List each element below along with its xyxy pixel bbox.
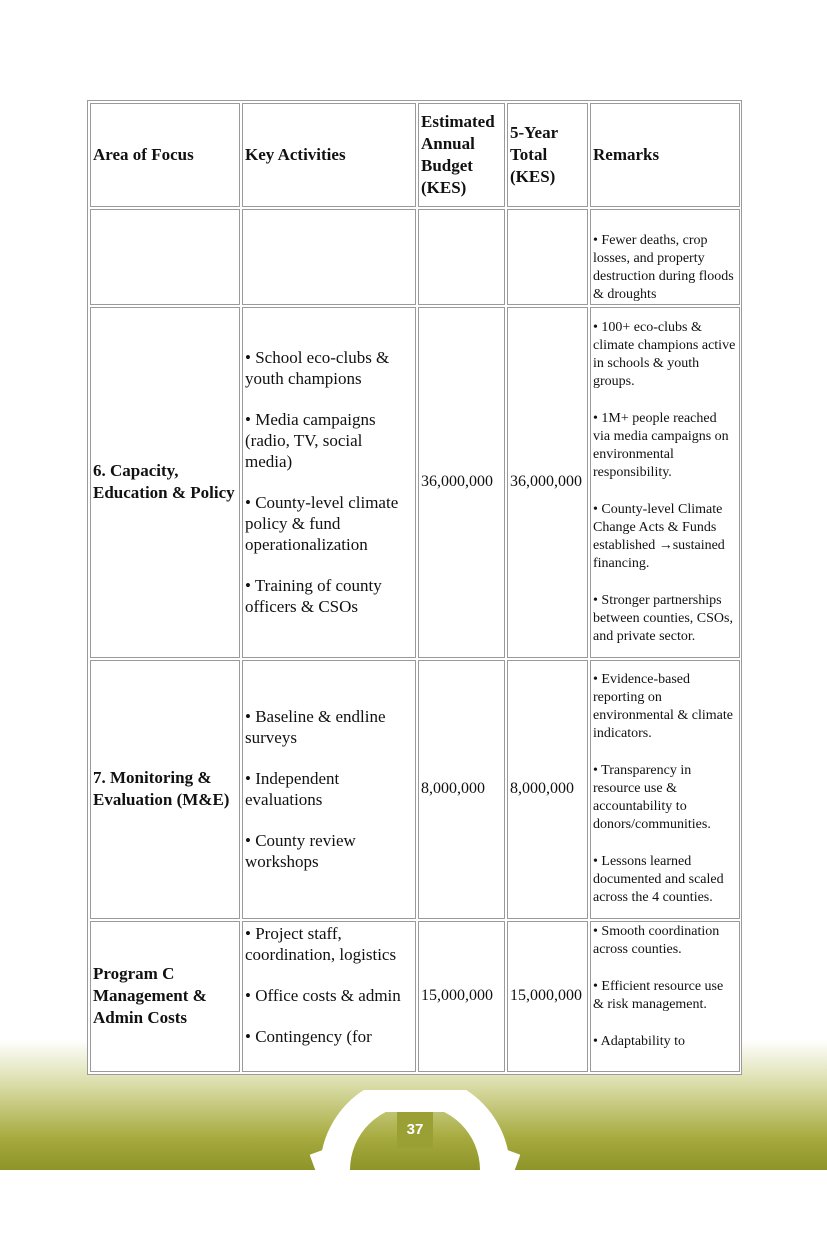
- table-row: [90, 921, 740, 1072]
- row-total: 36,000,000: [507, 307, 588, 658]
- row-area: Program C Management & Admin Costs: [90, 921, 240, 1072]
- row-total: 8,000,000: [507, 660, 588, 919]
- activity-item: • School eco-clubs & youth champions: [245, 348, 390, 389]
- row-activities: [242, 307, 416, 658]
- remark-item: • 100+ eco-clubs & climate champions active in schools & youth groups.: [593, 319, 736, 389]
- row-annual-budget: 8,000,000: [418, 660, 505, 919]
- row-activities: [242, 209, 416, 305]
- row-annual-budget: [418, 209, 505, 305]
- row-activities: [242, 921, 416, 1072]
- activity-item: • Project staff, coordination, logistics: [245, 923, 397, 964]
- row-remarks: [590, 660, 740, 919]
- header-key-activities: Key Activities: [242, 103, 416, 207]
- activity-item: • Independent evaluations: [245, 769, 340, 810]
- activity-item: • Training of county officers & CSOs: [245, 576, 382, 617]
- remark-item: • County-level Climate Change Acts & Funds established →sustained financing.: [593, 501, 725, 571]
- remark-item: • Adaptability to: [593, 1033, 686, 1049]
- header-annual-budget: Estimated Annual Budget (KES): [418, 103, 505, 207]
- budget-table: [88, 101, 742, 1074]
- row-total: [507, 209, 588, 305]
- table-row: [90, 307, 740, 658]
- row-remarks: [590, 921, 740, 1072]
- table-row: [90, 209, 740, 305]
- activity-item: • Office costs & admin: [245, 985, 401, 1005]
- header-five-year-total: 5-Year Total (KES): [507, 103, 588, 207]
- header-area-of-focus: Area of Focus: [90, 103, 240, 207]
- activity-item: • County-level climate policy & fund operationalization: [245, 493, 399, 555]
- row-total: 15,000,000: [507, 921, 588, 1072]
- page-number: 37: [397, 1112, 433, 1148]
- remark-item: • Fewer deaths, crop losses, and property destruction during floods & droughts: [593, 232, 734, 302]
- budget-table-frame: [87, 100, 742, 1075]
- activity-item: • Baseline & endline surveys: [245, 707, 386, 748]
- header-remarks: Remarks: [590, 103, 740, 207]
- row-remarks: [590, 209, 740, 305]
- remark-item: • Smooth coordination across counties.: [593, 923, 720, 957]
- remark-item: • Efficient resource use & risk management.: [593, 978, 724, 1012]
- remark-item: • Stronger partnerships between counties, CSOs, and private sector.: [593, 592, 733, 644]
- activity-item: • Media campaigns (radio, TV, social media): [245, 410, 376, 472]
- row-annual-budget: 15,000,000: [418, 921, 505, 1072]
- activity-item: • County review workshops: [245, 831, 356, 872]
- row-activities: [242, 660, 416, 919]
- row-area: 7. Monitoring & Evaluation (M&E): [90, 660, 240, 919]
- remark-item: • Evidence-based reporting on environmental & climate indicators.: [593, 672, 733, 742]
- row-remarks: [590, 307, 740, 658]
- row-area: [90, 209, 240, 305]
- activity-item: • Contingency (for: [245, 1026, 372, 1046]
- remark-item: • Lessons learned documented and scaled across the 4 counties.: [593, 854, 724, 906]
- row-area: 6. Capacity, Education & Policy: [90, 307, 240, 658]
- remark-item: • Transparency in resource use & accountability to donors/communities.: [593, 763, 711, 833]
- row-annual-budget: 36,000,000: [418, 307, 505, 658]
- table-header-row: [90, 103, 740, 207]
- table-row: [90, 660, 740, 919]
- remark-item: • 1M+ people reached via media campaigns on environmental responsibility.: [593, 410, 729, 480]
